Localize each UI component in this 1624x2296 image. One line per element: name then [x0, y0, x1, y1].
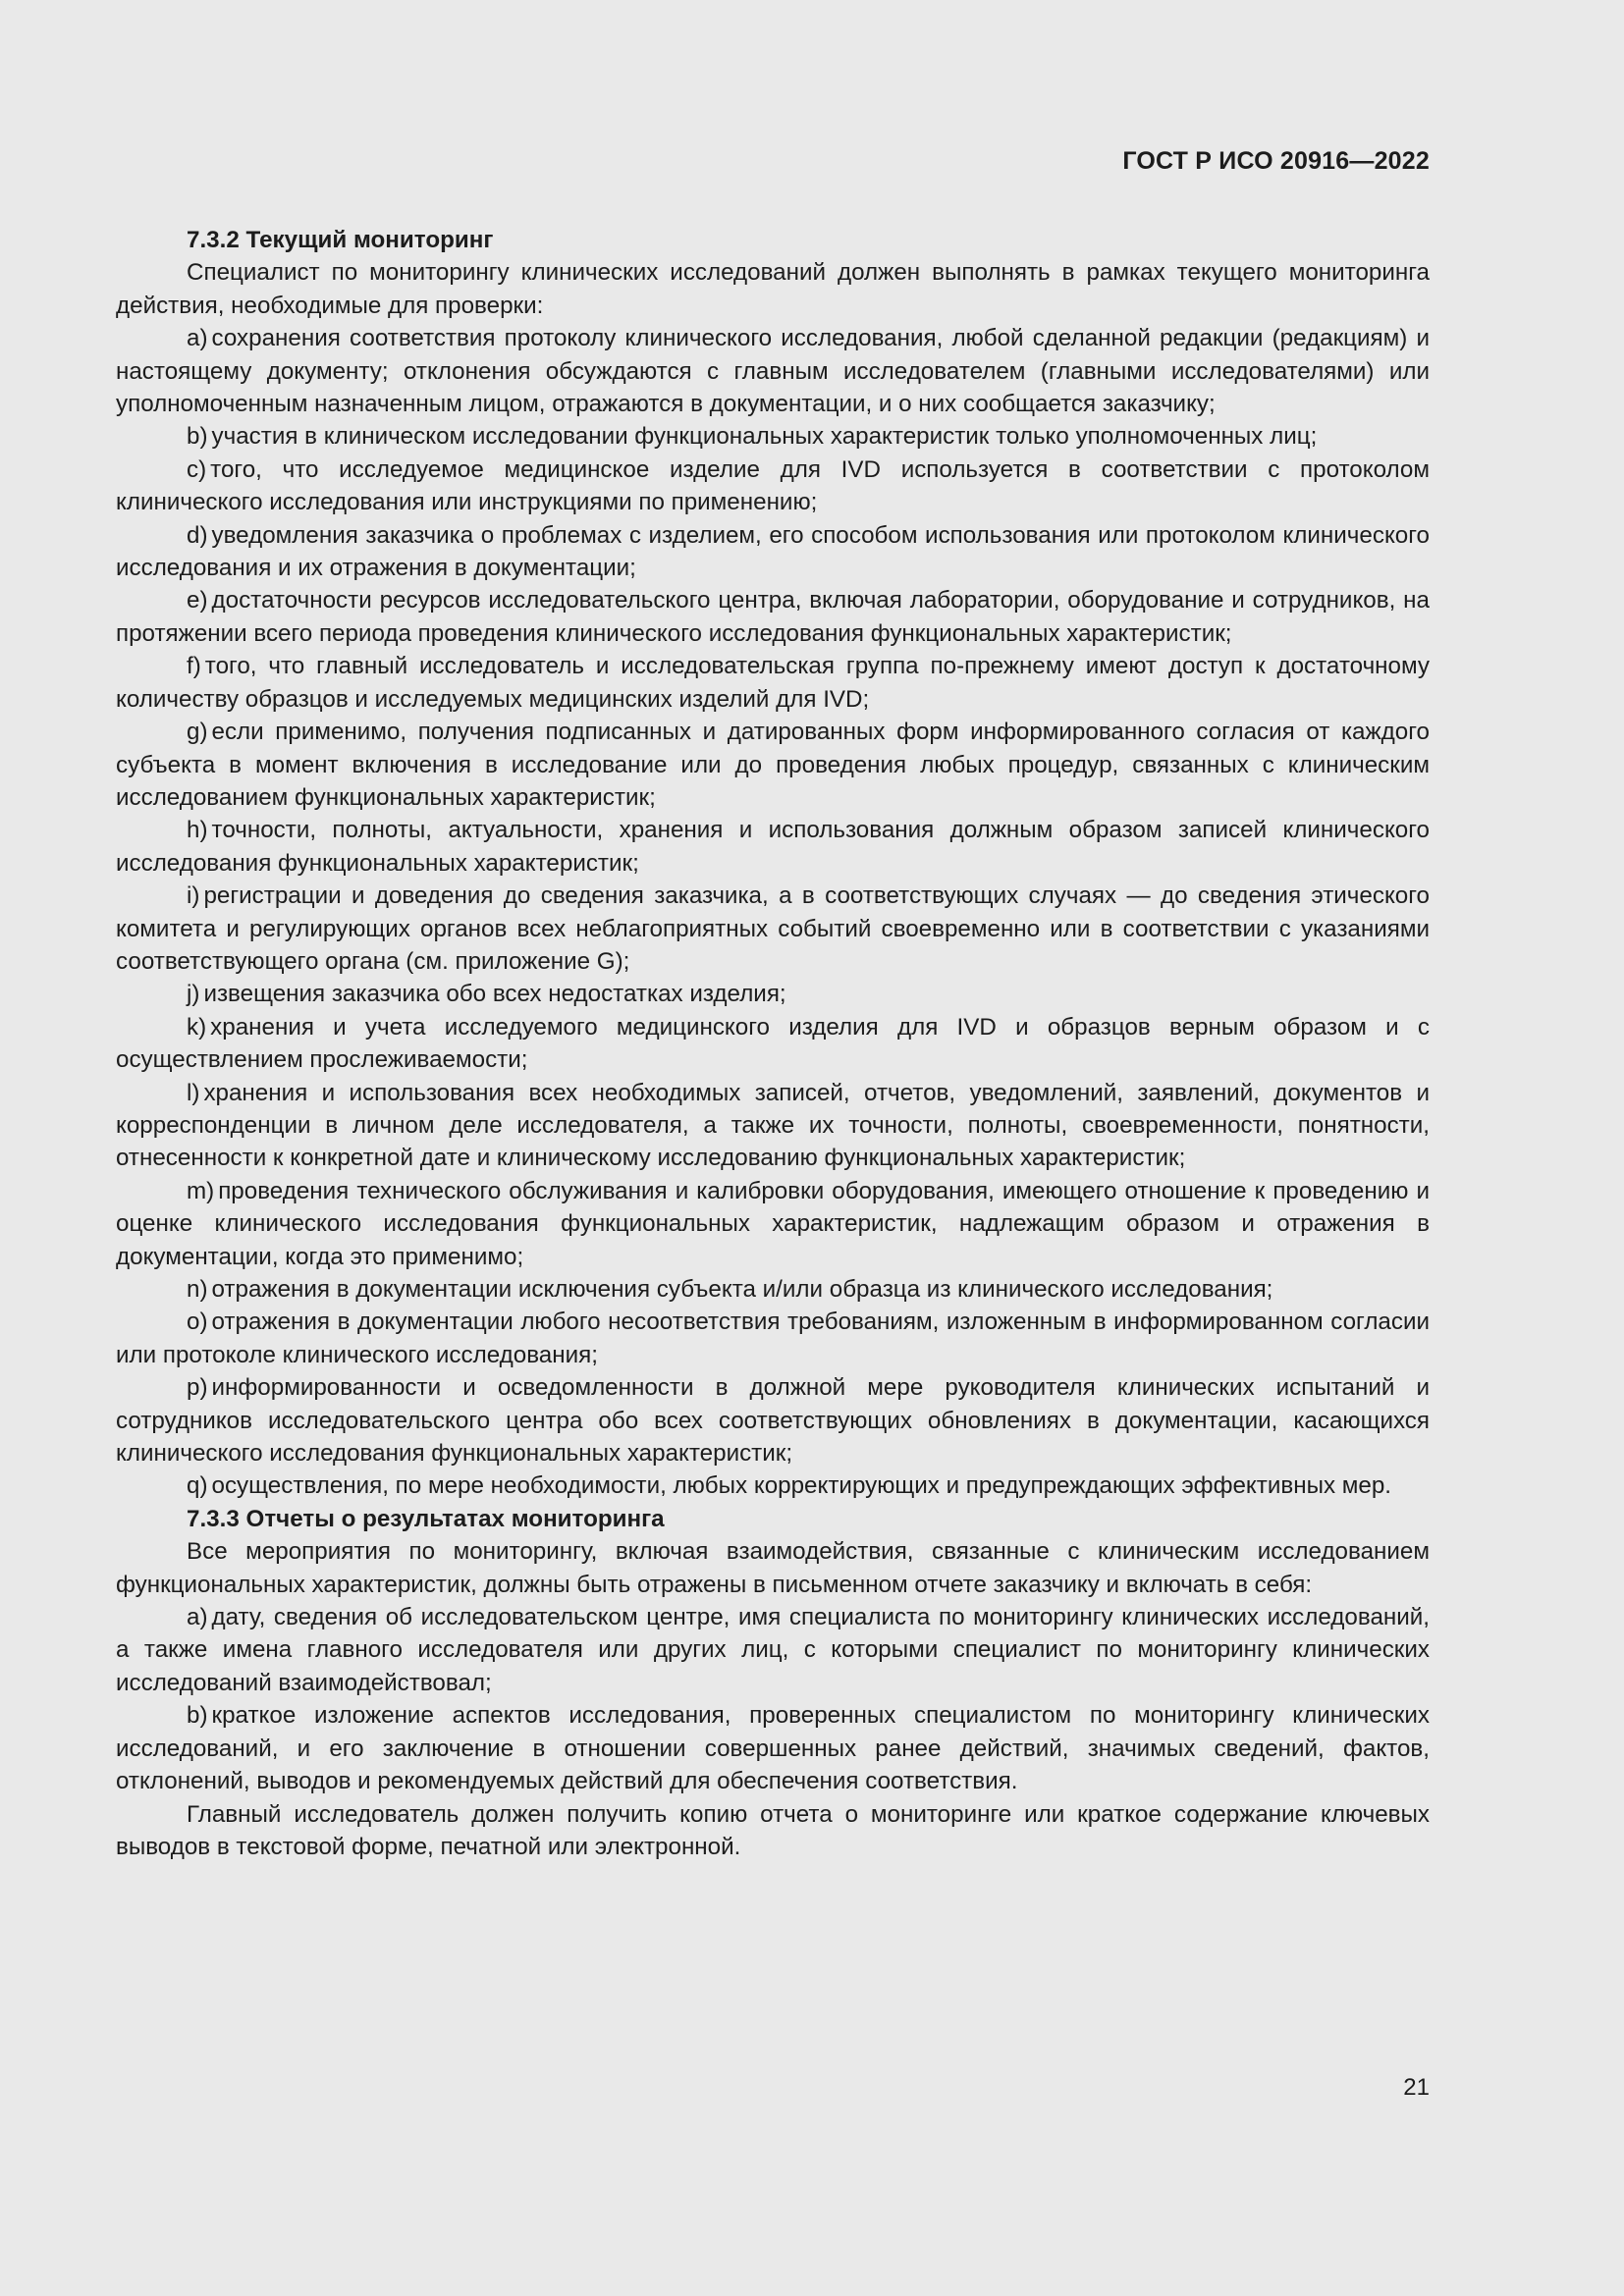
section-intro-7-3-3: Все мероприятия по мониторингу, включая взаимодействия, связанные с клиническим исследованием функциональных характеристик, должны быть отражены в письменном отчете заказчику и включать в себя: — [116, 1538, 1430, 1598]
document-body — [116, 224, 1430, 1863]
list-item-letter: b) — [187, 423, 208, 451]
list-item — [116, 716, 1430, 814]
section-intro-7-3-2: Специалист по мониторингу клинических исследований должен выполнять в рамках текущего мониторинга действия, необходимые для проверки: — [116, 259, 1430, 319]
list-item — [116, 1011, 1430, 1077]
list-item-text: отражения в документации любого несоответствия требованиям, изложенным в информированном согласии или протоколе клинического исследования; — [116, 1308, 1430, 1368]
list-7-3-2 — [116, 322, 1430, 1503]
list-item-text: осуществления, по мере необходимости, любых корректирующих и предупреждающих эффективных мер. — [211, 1472, 1392, 1500]
list-item-letter: e) — [187, 587, 208, 614]
list-item-letter: q) — [187, 1472, 208, 1500]
list-item-text: того, что исследуемое медицинское изделие для IVD используется в соответствии с протоколом клинического исследования или инструкциями по применению; — [116, 455, 1430, 516]
list-item-letter: d) — [187, 521, 208, 549]
standard-designation: ГОСТ Р ИСО 20916—2022 — [1122, 147, 1430, 175]
list-item-letter: g) — [187, 719, 208, 746]
list-item — [116, 880, 1430, 978]
list-item-letter: c) — [187, 455, 207, 483]
list-item-letter: a) — [187, 325, 208, 352]
list-item — [116, 584, 1430, 650]
section-heading-7-3-3: 7.3.3 Отчеты о результатах мониторинга — [187, 1505, 665, 1532]
list-item — [116, 1601, 1430, 1699]
list-item-letter: p) — [187, 1374, 208, 1402]
list-item — [116, 420, 1430, 453]
list-item-text: проведения технического обслуживания и калибровки оборудования, имеющего отношение к проведению и оценке клинического исследования функциональных характеристик, надлежащим образом и отражения в документации, когда это применимо; — [116, 1177, 1430, 1270]
list-7-3-3 — [116, 1601, 1430, 1797]
section-closing-7-3-3: Главный исследователь должен получить копию отчета о мониторинге или краткое содержание ключевых выводов в текстовой форме, печатной или электронной. — [116, 1800, 1430, 1860]
list-item — [116, 1175, 1430, 1273]
list-item-text: информированности и осведомленности в должной мере руководителя клинических испытаний и сотрудников исследовательского центра обо всех соответствующих обновлениях в документации, касающихся клинического исследования функциональных характеристик; — [116, 1374, 1430, 1468]
list-item-letter: h) — [187, 817, 208, 844]
list-item — [116, 1273, 1430, 1306]
list-item-letter: o) — [187, 1308, 208, 1336]
list-item-letter: l) — [187, 1079, 200, 1106]
list-item-letter: f) — [187, 653, 201, 680]
list-item-letter: m) — [187, 1177, 215, 1204]
list-item-text: если применимо, получения подписанных и датированных форм информированного согласия от каждого субъекта в момент включения в исследование или до проведения любых процедур, связанных с клиническим исследованием функциональных характеристик; — [116, 719, 1430, 811]
list-item-text: дату, сведения об исследовательском центре, имя специалиста по мониторингу клинических исследований, а также имена главного исследователя или других лиц, с которыми специалист по мониторингу клинических исследований взаимодействовал; — [116, 1604, 1430, 1696]
list-item-text: того, что главный исследователь и исследовательская группа по-прежнему имеют доступ к достаточному количеству образцов и исследуемых медицинских изделий для IVD; — [116, 653, 1430, 713]
list-item-text: краткое изложение аспектов исследования, проверенных специалистом по мониторингу клинических исследований, и его заключение в отношении совершенных ранее действий, значимых сведений, фактов, отклонений, выводов и рекомендуемых действий для обеспечения соответствия. — [116, 1702, 1430, 1795]
section-heading-7-3-2: 7.3.2 Текущий мониторинг — [187, 227, 494, 253]
list-item-text: участия в клиническом исследовании функциональных характеристик только уполномоченных лиц; — [211, 423, 1318, 451]
list-item — [116, 519, 1430, 585]
list-item-text: регистрации и доведения до сведения заказчика, а в соответствующих случаях — до сведения этического комитета и регулирующих органов всех неблагоприятных событий своевременно или в соответствии с указаниями соответствующего органа (см. приложение G); — [116, 882, 1430, 975]
list-item — [116, 650, 1430, 716]
list-item-letter: n) — [187, 1276, 208, 1303]
list-item-text: хранения и учета исследуемого медицинского изделия для IVD и образцов верным образом и с осуществлением прослеживаемости; — [116, 1013, 1430, 1074]
list-item — [116, 978, 1430, 1010]
list-item-text: отражения в документации исключения субъекта и/или образца из клинического исследования; — [211, 1276, 1273, 1303]
list-item-text: сохранения соответствия протоколу клинического исследования, любой сделанной редакции (редакциям) и настоящему документу; отклонения обсуждаются с главным исследователем (главными исследователями) или уполномоченным назначенным лицом, отражаются в документации, и о них сообщается заказчику; — [116, 325, 1430, 418]
list-item — [116, 1699, 1430, 1797]
list-item — [116, 454, 1430, 519]
list-item-text: уведомления заказчика о проблемах с изделием, его способом использования или протоколом клинического исследования и их отражения в документации; — [116, 521, 1430, 582]
page-number: 21 — [1403, 2074, 1430, 2101]
list-item-letter: k) — [187, 1013, 207, 1041]
list-item-letter: j) — [187, 981, 200, 1008]
list-item — [116, 1469, 1430, 1502]
list-item — [116, 1371, 1430, 1469]
list-item-text: точности, полноты, актуальности, хранения и использования должным образом записей клинического исследования функциональных характеристик; — [116, 817, 1430, 877]
list-item — [116, 1077, 1430, 1175]
list-item — [116, 814, 1430, 880]
list-item-text: извещения заказчика обо всех недостатках изделия; — [203, 981, 786, 1008]
list-item-letter: a) — [187, 1604, 208, 1631]
list-item — [116, 322, 1430, 420]
list-item-letter: b) — [187, 1702, 208, 1730]
list-item-text: достаточности ресурсов исследовательского центра, включая лаборатории, оборудование и сотрудников, на протяжении всего периода проведения клинического исследования функциональных характеристик; — [116, 587, 1430, 647]
list-item — [116, 1306, 1430, 1371]
list-item-letter: i) — [187, 882, 200, 910]
list-item-text: хранения и использования всех необходимых записей, отчетов, уведомлений, заявлений, документов и корреспонденции в личном деле исследователя, а также их точности, полноты, своевременности, понятности, отнесенности к конкретной дате и клиническому исследованию функциональных характеристик; — [116, 1079, 1430, 1172]
